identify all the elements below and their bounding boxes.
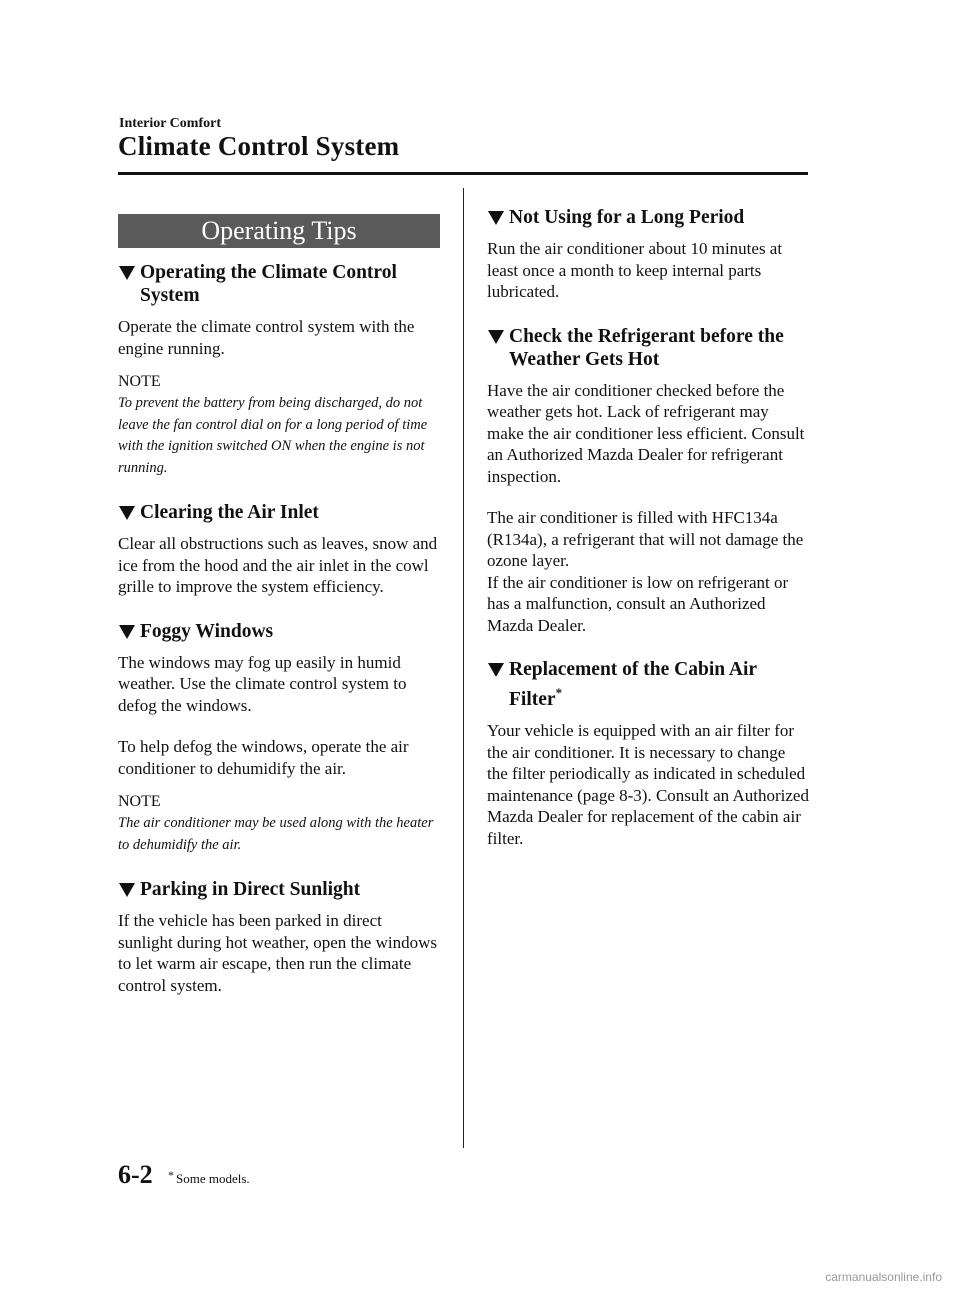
paragraph: The air conditioner is filled with HFC134a (R134a), a refrigerant that will not damage the ozone layer.: [487, 508, 804, 570]
section-heading: Check the Refrigerant before the Weather Gets Hot: [487, 325, 809, 371]
paragraph: Clear all obstructions such as leaves, snow and ice from the hood and the air inlet in the cowl grille to improve the system efficiency.: [118, 534, 438, 596]
triangle-bullet-icon: [119, 625, 135, 639]
paragraph: Run the air conditioner about 10 minutes at least once a month to keep internal parts lubricated.: [487, 239, 783, 301]
footnote: * Some models.: [168, 1168, 250, 1186]
paragraph: Operate the climate control system with the engine running.: [118, 317, 415, 358]
note-label: NOTE: [118, 373, 161, 390]
triangle-bullet-icon: [119, 883, 135, 897]
paragraph: Your vehicle is equipped with an air filter for the air conditioner. It is necessary to change the filter periodically as indicated in scheduled maintenance (page 8-3). Consult an Authorized Mazda Dealer for replacement of the cabin air filter.: [487, 721, 809, 848]
section-label: Interior Comfort: [119, 116, 221, 131]
section-operating-climate-control: [118, 261, 440, 479]
left-column: [118, 214, 440, 1018]
section-heading: Foggy Windows: [118, 620, 440, 643]
column-divider: [463, 188, 464, 1148]
operating-tips-banner: Operating Tips: [118, 214, 440, 248]
paragraph: If the air conditioner is low on refrigerant or has a malfunction, consult an Authorized Mazda Dealer.: [487, 572, 789, 635]
header-rule: [118, 172, 808, 175]
section-clearing-air-inlet: [118, 501, 440, 598]
section-heading: Replacement of the Cabin Air Filter*: [487, 658, 809, 711]
section-cabin-air-filter: [487, 658, 809, 849]
chapter-title: Climate Control System: [118, 131, 400, 161]
section-heading: Not Using for a Long Period: [487, 206, 809, 229]
section-parking-direct-sunlight: [118, 878, 440, 996]
triangle-bullet-icon: [488, 663, 504, 677]
note-text: The air conditioner may be used along with the heater to dehumidify the air.: [118, 815, 434, 853]
watermark: carmanualsonline.info: [825, 1270, 942, 1284]
note-text: To prevent the battery from being discharged, do not leave the fan control dial on for a long period of time with the ignition switched ON when the engine is not running.: [118, 395, 428, 476]
paragraph: To help defog the windows, operate the air conditioner to dehumidify the air.: [118, 737, 409, 778]
right-column: [487, 206, 809, 871]
section-foggy-windows: [118, 620, 440, 857]
page-number: 6-2: [118, 1160, 153, 1189]
section-check-refrigerant: [487, 325, 809, 637]
note-label: NOTE: [118, 793, 161, 810]
triangle-bullet-icon: [119, 506, 135, 520]
footnote-mark: *: [168, 1168, 174, 1182]
section-not-using-long-period: [487, 206, 809, 303]
triangle-bullet-icon: [488, 211, 504, 225]
paragraph: The windows may fog up easily in humid weather. Use the climate control system to defog the windows.: [118, 652, 407, 715]
some-models-mark: *: [555, 685, 563, 700]
section-heading: Parking in Direct Sunlight: [118, 878, 440, 901]
paragraph: Have the air conditioner checked before the weather gets hot. Lack of refrigerant may make the air conditioner less efficient. Consult an Authorized Mazda Dealer for refrigerant inspection.: [487, 380, 805, 486]
triangle-bullet-icon: [119, 266, 135, 280]
triangle-bullet-icon: [488, 330, 504, 344]
section-heading: Clearing the Air Inlet: [118, 501, 440, 524]
section-heading: Operating the Climate Control System: [118, 261, 440, 307]
paragraph: If the vehicle has been parked in direct sunlight during hot weather, open the windows to let warm air escape, then run the climate control system.: [118, 911, 437, 995]
